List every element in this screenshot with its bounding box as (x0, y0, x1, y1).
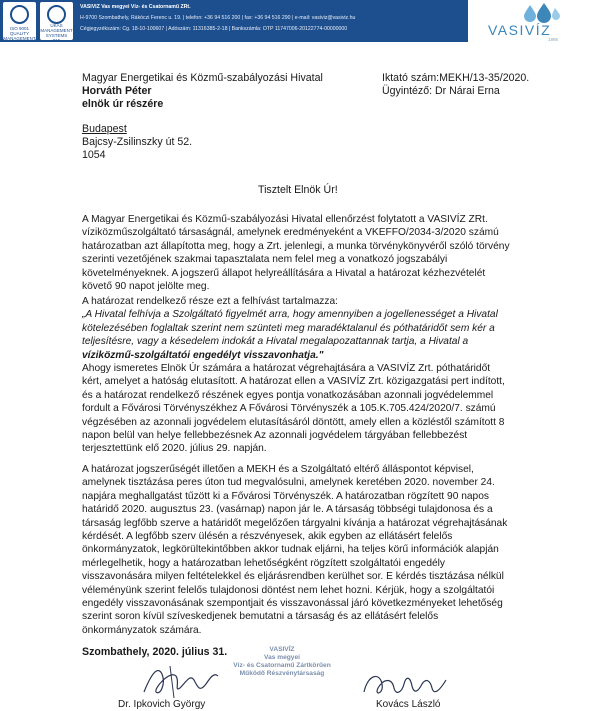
p2-line: végzésében az azonnali jogvédelem elutasításáról döntött, amely ellen a közléstől számított 8 (82, 416, 505, 428)
company-stamp (222, 646, 342, 678)
p3-line: engedély visszavonásának szempontjait és visszavonással járó következményeket lehetőség (82, 598, 503, 610)
p3-line: mérlegelhetik, hogy a határozatban lehetőségként rögzített szolgáltatói engedély (82, 557, 446, 569)
letterhead (0, 0, 600, 48)
p3-line: határidő 2020. augusztus 23. (vasárnap) napon jár le. A társaság többségi tulajdonosa és a (82, 504, 493, 516)
p2-line: és a határozat rendelkező részének egyes pontja vonatkozásában azonnali jogvédelemmel (82, 389, 494, 401)
logo-text: VASIVÍZ (488, 22, 552, 38)
p3-line: A határozat jogszerűségét illetően a MEKH és a Szolgáltató eltérő álláspontot képvisel, (82, 464, 474, 475)
recipient-street: Bajcsy-Zsilinszky út 52. (82, 136, 193, 148)
contact-line: H-9700 Szombathely, Rákóczi Ferenc u. 19. | telefon: +36 94 516 200 | fax: +36 94 516 290 | e-mail: vasiviz@vasiviz.hu (80, 15, 356, 21)
right-signature (360, 668, 450, 702)
p3-line: napjára meghallgatást tűzött ki a Fővárosi Törvényszék. A határozatban rögzített 90 napos (82, 490, 489, 502)
right-signatory-name: Kovács László (376, 699, 441, 710)
left-signature (140, 662, 220, 702)
p3-line: kérdését. A legfőbb szerv ülésén a részvényesek, akik egyben az ellátásért felelős (82, 531, 453, 543)
salutation: Tisztelt Elnök Úr! (258, 184, 338, 196)
p2-line: Ahogy ismeretes Elnök Úr számára a határozat végrehajtására a VASIVÍZ Zrt. póthatáridőt (82, 363, 491, 375)
recipient-city: Budapest (82, 123, 127, 135)
iso-certificate-logo (3, 2, 36, 40)
p3-line: véleményünk szerint felelős tulajdonosi döntést nem lehet hozni. Kérjük, hogy a szolgáltatói (82, 584, 495, 596)
registry-line: Cégjegyzékszám: Cg. 18-10-100607 | Adószám: 11316385-2-18 | Bankszámla: OTP 11747006-20122774-00000000 (80, 26, 348, 32)
p2-quote-line: kötelezésében foglaltak szerint nem szünteti meg maradéktalanul és póthatáridőt sem kér a (82, 322, 495, 334)
file-number: Iktató szám:MEKH/13-35/2020. (382, 72, 530, 84)
p1-line: A Magyar Energetikai és Közmű-szabályozási Hivatal ellenőrzést folytatott a VASIVÍZ ZRt. (82, 214, 488, 225)
paragraph-3 (82, 463, 548, 637)
p2-quote-line: teljesítésre, vagy a késedelem indokát a Hivatal megalapozattannak tartja, a Hivatal a (82, 336, 469, 348)
recipient-org: Magyar Energetikai és Közmű-szabályozási Hivatal (82, 72, 323, 84)
p3-line: önkormányzatok számára. (82, 624, 202, 636)
p1-line: követő 90 napot jelölte meg. (82, 281, 210, 293)
p3-line: amelynek tisztázása peres úton tud megvalósulni, amelynek keretében 2020. november 24. (82, 477, 495, 489)
p1-line: szerinti vezetőjének szakmai tapasztalata nem felel meg a vonatkozó jogszabályi (82, 254, 448, 266)
p3-line: társaság legfőbb szerve a határidőt megelőzően tárgyalni kívánja a határozat végrehajtásának (82, 517, 508, 529)
cert2-label: UKAS MANAGEMENT SYSTEMS 015 (40, 23, 73, 43)
company-name-line (80, 4, 468, 10)
left-signatory-name: Dr. Ipkovich György (118, 699, 206, 710)
p2-line: kért, amelyet a hatóság elutasított. A határozat ellen a VASIVÍZ Zrt. közigazgatási pert indított, (82, 376, 505, 388)
company-name: VASIVÍZ Vas megyei Víz- és Csatornamű ZRt. (80, 4, 191, 10)
stamp-line: Víz- és Csatornamű Zártkörűen (233, 662, 331, 669)
p2-line: fordult a Fővárosi Törvényszékhez A Fővárosi Törvényszék a 105.K.705.424/2020/7. számú (82, 403, 496, 415)
p1-line: követelményeknek. A jogszerű állapot helyreállítására a Hivatal a határozat kézhezvételét (82, 267, 486, 279)
paragraph-2 (82, 295, 548, 456)
stamp-line: Működő Részvénytársaság (239, 670, 325, 677)
p2-line: terjesztettünk elő 2020. július 29. napján. (82, 443, 267, 455)
case-handler: Ügyintéző: Dr Nárai Erna (382, 85, 500, 97)
date-line: Szombathely, 2020. július 31. (82, 646, 228, 658)
cert1-label: ISO 9001 QUALITY MANAGEMENT (3, 26, 36, 41)
p1-line: határozatban azt állapította meg, hogy a Zrt. jelenlegi, a munka törvénykönyvéről szóló törvény (82, 240, 510, 252)
p3-line: visszavonására milyen feltételekkel és eljárásrendben kerülhet sor. E kérdés tisztázása nélkül (82, 571, 504, 583)
paragraph-1 (82, 213, 548, 293)
recipient-zip: 1054 (82, 149, 106, 161)
p3-line: önkormányzatok, legkörültekintőbben akkor tudnak eljárni, ha teljes körű információk alapján (82, 544, 499, 556)
p1-line: víziközműszolgáltató társaságnál, amelynek eredményeként a VKEFFO/2034-3/2020 számú (82, 227, 499, 239)
stamp-line: Vas megyei (264, 654, 300, 661)
water-drop-icon (520, 3, 560, 23)
recipient-name: Horváth Péter (82, 85, 152, 97)
p2-intro: A határozat rendelkező része ezt a felhívást tartalmazza: (82, 296, 338, 307)
stamp-line: VASIVÍZ (269, 646, 295, 653)
p3-line: szerint soron kívül szíveskedjenek bemutatni a társaság és az ellátásért felelős (82, 611, 439, 623)
logo-subtext: 1995 (548, 37, 559, 42)
ukas-certificate-logo (40, 2, 73, 43)
recipient-role: elnök úr részére (82, 98, 164, 110)
p2-quote-bold: víziközmű-szolgáltatói engedélyt visszavonhatja." (82, 349, 324, 361)
p2-quote-line: „A Hivatal felhívja a Szolgáltató figyelmét arra, hogy amennyiben a jogellenességet a Hivatal (82, 309, 498, 321)
p2-line: napon belül van helye fellebbezésnek Az azonnali jogvédelem tárgyában fellebbezést (82, 430, 468, 442)
